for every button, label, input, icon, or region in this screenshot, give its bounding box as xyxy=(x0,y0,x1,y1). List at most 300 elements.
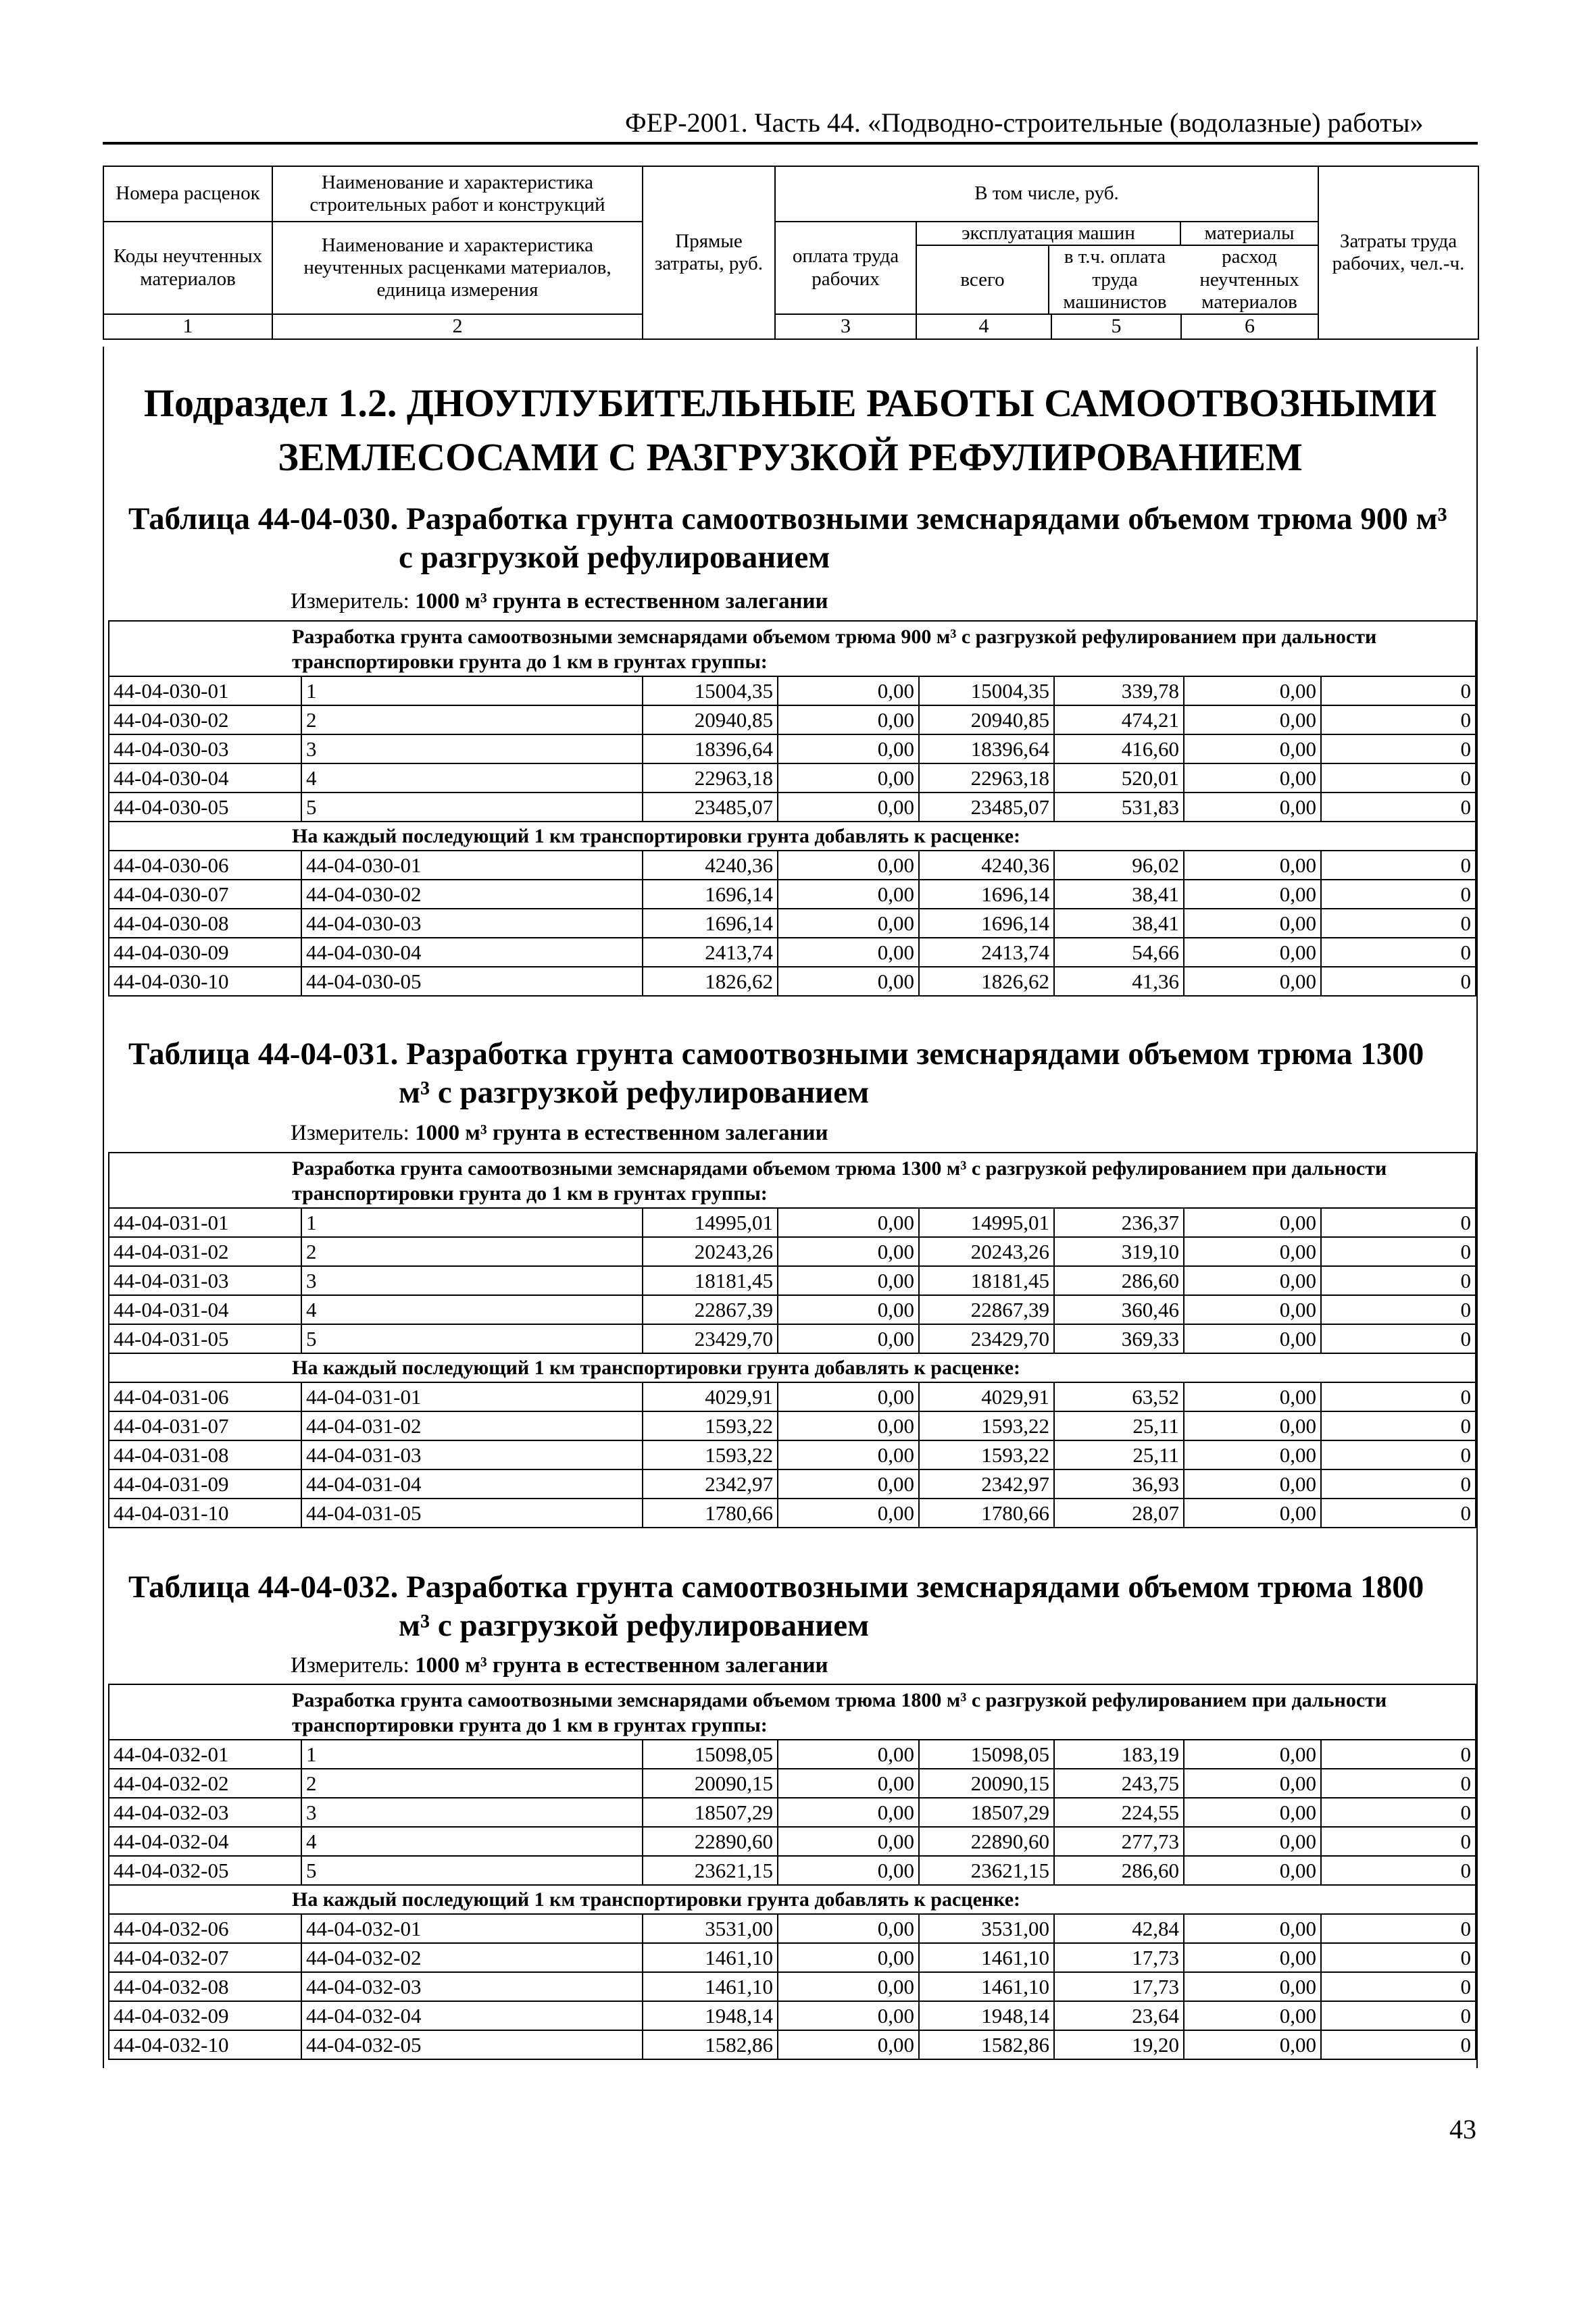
table-cell: 38,41 xyxy=(1054,880,1184,909)
table-title xyxy=(128,1035,1473,1112)
table-cell: 0,00 xyxy=(1184,1440,1321,1469)
table-cell: 474,21 xyxy=(1054,705,1184,734)
table-row xyxy=(109,880,1476,909)
table-row xyxy=(109,1266,1476,1295)
table-cell: 1696,14 xyxy=(919,880,1054,909)
band-row xyxy=(109,1353,1476,1382)
measure-label: Измеритель: xyxy=(291,589,409,613)
table-cell: 44-04-032-01 xyxy=(109,1740,301,1769)
table-cell: 44-04-030-05 xyxy=(109,793,301,822)
running-header: ФЕР-2001. Часть 44. «Подводно-строительные (водолазные) работы» xyxy=(625,107,1424,138)
col7-header: расход неучтенных материалов xyxy=(1199,246,1299,313)
table-cell: 0 xyxy=(1321,1827,1476,1856)
table-cell: 0,00 xyxy=(778,2001,919,2030)
table-cell: 0,00 xyxy=(1184,909,1321,938)
table-cell: 3 xyxy=(301,1798,643,1827)
table-cell: 44-04-030-01 xyxy=(109,676,301,705)
column-header-table xyxy=(103,166,1479,340)
table-row xyxy=(109,1295,1476,1324)
table-cell: 416,60 xyxy=(1054,734,1184,763)
table-cell: 0,00 xyxy=(778,1295,919,1324)
table-title xyxy=(128,500,1473,577)
table-cell: 0 xyxy=(1321,967,1476,996)
table-cell: 2413,74 xyxy=(919,938,1054,967)
table-cell: 2342,97 xyxy=(919,1469,1054,1499)
col1-top-header: Номера расценок xyxy=(103,166,272,222)
table-row xyxy=(109,1914,1476,1943)
table-cell: 0 xyxy=(1321,2001,1476,2030)
table-cell: 0,00 xyxy=(778,1798,919,1827)
table-row xyxy=(109,1740,1476,1769)
table-cell: 0,00 xyxy=(778,909,919,938)
col-number: 6 xyxy=(1181,314,1318,339)
col2-top-header: Наименование и характеристика строительных работ и конструкций xyxy=(272,166,643,222)
table-cell: 14995,01 xyxy=(643,1208,778,1237)
table-cell: 15098,05 xyxy=(643,1740,778,1769)
table-cell: 44-04-031-05 xyxy=(109,1324,301,1353)
table-cell: 0 xyxy=(1321,1856,1476,1885)
table-row xyxy=(109,909,1476,938)
table-cell: 0,00 xyxy=(778,1324,919,1353)
table-row xyxy=(109,967,1476,996)
table-cell: 0 xyxy=(1321,1943,1476,1972)
table-cell: 0,00 xyxy=(778,1208,919,1237)
table-cell: 0 xyxy=(1321,851,1476,880)
band-text: Разработка грунта самоотвозными земснарядами объемом трюма 1800 м³ с разгрузкой рефулированием при дальности транспортировки грунта до 1 км в грунтах группы: xyxy=(109,1684,1476,1740)
table-cell: 5 xyxy=(301,1324,643,1353)
table-cell: 0,00 xyxy=(1184,763,1321,793)
table-cell: 0,00 xyxy=(778,763,919,793)
table-cell: 0,00 xyxy=(1184,967,1321,996)
table-cell: 531,83 xyxy=(1054,793,1184,822)
table-cell: 23429,70 xyxy=(643,1324,778,1353)
table-cell: 0,00 xyxy=(778,1266,919,1295)
table-cell: 1826,62 xyxy=(643,967,778,996)
table-cell: 0,00 xyxy=(1184,880,1321,909)
table-cell: 1461,10 xyxy=(643,1972,778,2001)
table-cell: 44-04-030-08 xyxy=(109,909,301,938)
table-cell: 0 xyxy=(1321,1972,1476,2001)
table-cell: 23621,15 xyxy=(919,1856,1054,1885)
table-cell: 0 xyxy=(1321,1769,1476,1798)
table-cell: 20940,85 xyxy=(919,705,1054,734)
table-cell: 3 xyxy=(301,734,643,763)
table-cell: 1948,14 xyxy=(919,2001,1054,2030)
table-cell: 1780,66 xyxy=(643,1499,778,1528)
col-number: 4 xyxy=(916,314,1051,339)
table-cell: 20940,85 xyxy=(643,705,778,734)
table-title-line1: Таблица 44-04-030. Разработка грунта самоотвозными земснарядами объемом трюма 900 м³ xyxy=(128,501,1447,536)
table-cell: 25,11 xyxy=(1054,1440,1184,1469)
table-cell: 0 xyxy=(1321,1798,1476,1827)
table-cell: 1582,86 xyxy=(919,2030,1054,2059)
table-row xyxy=(109,1237,1476,1266)
table-cell: 15004,35 xyxy=(919,676,1054,705)
table-row xyxy=(109,1856,1476,1885)
band-row xyxy=(109,621,1476,676)
table-row xyxy=(109,763,1476,793)
table-cell: 38,41 xyxy=(1054,909,1184,938)
table-cell: 20243,26 xyxy=(643,1237,778,1266)
table-cell: 63,52 xyxy=(1054,1382,1184,1411)
table-cell: 42,84 xyxy=(1054,1914,1184,1943)
band-row xyxy=(109,1885,1476,1914)
table-cell: 18181,45 xyxy=(643,1266,778,1295)
table-cell: 0,00 xyxy=(1184,1856,1321,1885)
table-cell: 18396,64 xyxy=(643,734,778,763)
table-cell: 44-04-032-04 xyxy=(109,1827,301,1856)
table-row xyxy=(109,2030,1476,2059)
table-cell: 15098,05 xyxy=(919,1740,1054,1769)
table-cell: 44-04-032-06 xyxy=(109,1914,301,1943)
table-cell: 4029,91 xyxy=(919,1382,1054,1411)
table-cell: 0,00 xyxy=(1184,1740,1321,1769)
table-cell: 22963,18 xyxy=(643,763,778,793)
table-cell: 0,00 xyxy=(1184,1769,1321,1798)
materials-header: материалы xyxy=(1181,222,1318,245)
table-cell: 0 xyxy=(1321,1499,1476,1528)
table-cell: 243,75 xyxy=(1054,1769,1184,1798)
table-cell: 0,00 xyxy=(778,705,919,734)
header-rule xyxy=(103,142,1478,145)
table-cell: 0,00 xyxy=(1184,1827,1321,1856)
table-cell: 22890,60 xyxy=(919,1827,1054,1856)
including-header: В том числе, руб. xyxy=(775,166,1318,222)
table-row xyxy=(109,734,1476,763)
table-cell: 0,00 xyxy=(778,1827,919,1856)
band-row xyxy=(109,1153,1476,1208)
table-row xyxy=(109,676,1476,705)
table-cell: 1696,14 xyxy=(919,909,1054,938)
table-row xyxy=(109,1411,1476,1440)
table-cell: 0,00 xyxy=(1184,793,1321,822)
table-cell: 2342,97 xyxy=(643,1469,778,1499)
measure-line xyxy=(291,1121,828,1146)
table-title-line1: Таблица 44-04-032. Разработка грунта самоотвозными земснарядами объемом трюма 1800 xyxy=(128,1569,1424,1605)
table-cell: 0,00 xyxy=(778,1440,919,1469)
col5-header: всего xyxy=(917,245,1049,313)
table-cell: 5 xyxy=(301,793,643,822)
machines-header-group xyxy=(916,222,1181,314)
table-cell: 0,00 xyxy=(778,1914,919,1943)
table-cell: 44-04-030-01 xyxy=(301,851,643,880)
table-cell: 1780,66 xyxy=(919,1499,1054,1528)
table-cell: 20090,15 xyxy=(919,1769,1054,1798)
table-cell: 25,11 xyxy=(1054,1411,1184,1440)
band-text: На каждый последующий 1 км транспортировки грунта добавлять к расценке: xyxy=(109,822,1476,851)
table-cell: 0 xyxy=(1321,705,1476,734)
table-cell: 1461,10 xyxy=(919,1943,1054,1972)
table-cell: 0,00 xyxy=(778,793,919,822)
table-cell: 0 xyxy=(1321,734,1476,763)
measure-value: 1000 м³ грунта в естественном залегании xyxy=(415,1121,828,1145)
machines-header: эксплуатация машин xyxy=(917,222,1180,245)
table-cell: 17,73 xyxy=(1054,1972,1184,2001)
table-row xyxy=(109,1440,1476,1469)
table-cell: 0,00 xyxy=(778,1499,919,1528)
table-cell: 44-04-032-07 xyxy=(109,1943,301,1972)
table-cell: 20090,15 xyxy=(643,1769,778,1798)
table-row xyxy=(109,1499,1476,1528)
table-cell: 23429,70 xyxy=(919,1324,1054,1353)
table-cell: 0,00 xyxy=(778,1740,919,1769)
table-cell: 0 xyxy=(1321,793,1476,822)
measure-value: 1000 м³ грунта в естественном залегании xyxy=(415,1653,828,1678)
table-cell: 23485,07 xyxy=(643,793,778,822)
measure-line xyxy=(291,589,828,614)
table-cell: 0,00 xyxy=(778,676,919,705)
band-row xyxy=(109,1684,1476,1740)
col2-bottom-header: Наименование и характеристика неучтенных расценками материалов, единица измерения xyxy=(272,222,643,314)
table-cell: 0 xyxy=(1321,880,1476,909)
table-cell: 44-04-032-05 xyxy=(109,1856,301,1885)
table-cell: 0 xyxy=(1321,1208,1476,1237)
table-title-line2: с разгрузкой рефулированием xyxy=(399,540,830,575)
table-cell: 0,00 xyxy=(1184,851,1321,880)
table-cell: 1593,22 xyxy=(643,1440,778,1469)
col-number: 1 xyxy=(103,314,272,339)
table-cell: 5 xyxy=(301,1856,643,1885)
table-cell: 0,00 xyxy=(1184,1237,1321,1266)
table-cell: 0,00 xyxy=(778,1856,919,1885)
table-cell: 3531,00 xyxy=(919,1914,1054,1943)
page-number: 43 xyxy=(1449,2114,1476,2144)
table-cell: 0 xyxy=(1321,1914,1476,1943)
table-title xyxy=(128,1568,1473,1645)
table-cell: 0 xyxy=(1321,1740,1476,1769)
col-number: 2 xyxy=(272,314,643,339)
table-cell: 4240,36 xyxy=(919,851,1054,880)
table-row xyxy=(109,1324,1476,1353)
table-cell: 23621,15 xyxy=(643,1856,778,1885)
measure-label: Измеритель: xyxy=(291,1121,409,1145)
table-cell: 18507,29 xyxy=(643,1798,778,1827)
rates-table xyxy=(108,1152,1476,1528)
table-cell: 0 xyxy=(1321,1295,1476,1324)
table-cell: 44-04-032-03 xyxy=(109,1798,301,1827)
col3-header: Прямые затраты, руб. xyxy=(643,166,775,339)
table-cell: 41,36 xyxy=(1054,967,1184,996)
table-cell: 0,00 xyxy=(778,1469,919,1499)
materials-header-group xyxy=(1181,222,1318,314)
table-cell: 23,64 xyxy=(1054,2001,1184,2030)
table-cell: 44-04-030-02 xyxy=(301,880,643,909)
table-cell: 1 xyxy=(301,1208,643,1237)
table-cell: 1826,62 xyxy=(919,967,1054,996)
table-cell: 0 xyxy=(1321,2030,1476,2059)
col8-header: Затраты труда рабочих, чел.-ч. xyxy=(1318,166,1478,339)
table-cell: 183,19 xyxy=(1054,1740,1184,1769)
col1-bottom-header: Коды неучтенных материалов xyxy=(103,222,272,314)
table-cell: 0 xyxy=(1321,909,1476,938)
table-cell: 44-04-030-03 xyxy=(301,909,643,938)
table-cell: 360,46 xyxy=(1054,1295,1184,1324)
table-cell: 44-04-030-06 xyxy=(109,851,301,880)
col4-header: оплата труда рабочих xyxy=(775,222,916,314)
table-cell: 0,00 xyxy=(1184,1295,1321,1324)
table-cell: 17,73 xyxy=(1054,1943,1184,1972)
subsection-title xyxy=(103,376,1478,484)
measure-label: Измеритель: xyxy=(291,1653,409,1678)
table-cell: 44-04-032-10 xyxy=(109,2030,301,2059)
table-cell: 0,00 xyxy=(1184,1208,1321,1237)
table-cell: 520,01 xyxy=(1054,763,1184,793)
table-cell: 15004,35 xyxy=(643,676,778,705)
table-cell: 0,00 xyxy=(1184,1972,1321,2001)
table-cell: 44-04-032-01 xyxy=(301,1914,643,1943)
subsection-title-line: Подраздел 1.2. ДНОУГЛУБИТЕЛЬНЫЕ РАБОТЫ САМООТВОЗНЫМИ xyxy=(143,381,1437,425)
table-cell: 0,00 xyxy=(1184,1499,1321,1528)
table-title-line2: м³ с разгрузкой рефулированием xyxy=(399,1608,870,1643)
table-cell: 0,00 xyxy=(1184,1798,1321,1827)
table-cell: 44-04-032-05 xyxy=(301,2030,643,2059)
table-cell: 4 xyxy=(301,1295,643,1324)
table-cell: 18396,64 xyxy=(919,734,1054,763)
table-cell: 0,00 xyxy=(1184,938,1321,967)
table-cell: 0,00 xyxy=(778,880,919,909)
table-cell: 3531,00 xyxy=(643,1914,778,1943)
table-cell: 1582,86 xyxy=(643,2030,778,2059)
table-cell: 3 xyxy=(301,1266,643,1295)
table-cell: 0,00 xyxy=(1184,2030,1321,2059)
table-cell: 0,00 xyxy=(778,1411,919,1440)
band-text: На каждый последующий 1 км транспортировки грунта добавлять к расценке: xyxy=(109,1353,1476,1382)
table-cell: 22890,60 xyxy=(643,1827,778,1856)
table-cell: 2 xyxy=(301,1769,643,1798)
table-row xyxy=(109,1972,1476,2001)
table-cell: 1696,14 xyxy=(643,880,778,909)
table-row xyxy=(109,851,1476,880)
table-cell: 44-04-031-07 xyxy=(109,1411,301,1440)
table-cell: 1696,14 xyxy=(643,909,778,938)
table-cell: 0,00 xyxy=(1184,705,1321,734)
table-cell: 0,00 xyxy=(778,1769,919,1798)
table-row xyxy=(109,1469,1476,1499)
table-cell: 44-04-031-03 xyxy=(301,1440,643,1469)
table-cell: 0 xyxy=(1321,1411,1476,1440)
rates-table xyxy=(108,620,1476,997)
table-cell: 44-04-032-04 xyxy=(301,2001,643,2030)
table-cell: 0 xyxy=(1321,1440,1476,1469)
table-cell: 22867,39 xyxy=(643,1295,778,1324)
col-number: 3 xyxy=(775,314,916,339)
table-row xyxy=(109,793,1476,822)
table-cell: 44-04-030-07 xyxy=(109,880,301,909)
table-cell: 0 xyxy=(1321,1266,1476,1295)
table-cell: 0,00 xyxy=(1184,1266,1321,1295)
table-cell: 22867,39 xyxy=(919,1295,1054,1324)
table-cell: 44-04-032-03 xyxy=(301,1972,643,2001)
table-cell: 44-04-031-04 xyxy=(109,1295,301,1324)
table-cell: 0 xyxy=(1321,1324,1476,1353)
table-cell: 1593,22 xyxy=(919,1411,1054,1440)
table-cell: 54,66 xyxy=(1054,938,1184,967)
table-title-line2: м³ с разгрузкой рефулированием xyxy=(399,1075,870,1110)
table-cell: 28,07 xyxy=(1054,1499,1184,1528)
table-row xyxy=(109,1827,1476,1856)
table-cell: 44-04-030-03 xyxy=(109,734,301,763)
table-cell: 1 xyxy=(301,1740,643,1769)
table-cell: 236,37 xyxy=(1054,1208,1184,1237)
table-row xyxy=(109,705,1476,734)
table-cell: 0 xyxy=(1321,938,1476,967)
table-cell: 44-04-031-09 xyxy=(109,1469,301,1499)
col6-header: в т.ч. оплата труда машинистов xyxy=(1049,245,1180,313)
table-cell: 286,60 xyxy=(1054,1266,1184,1295)
table-cell: 4029,91 xyxy=(643,1382,778,1411)
table-cell: 44-04-031-02 xyxy=(109,1237,301,1266)
table-cell: 44-04-032-02 xyxy=(109,1769,301,1798)
table-row xyxy=(109,2001,1476,2030)
table-cell: 1 xyxy=(301,676,643,705)
col-number: 5 xyxy=(1051,314,1181,339)
table-row xyxy=(109,1943,1476,1972)
table-row xyxy=(109,1382,1476,1411)
table-cell: 369,33 xyxy=(1054,1324,1184,1353)
table-cell: 22963,18 xyxy=(919,763,1054,793)
subsection-title-line: ЗЕМЛЕСОСАМИ С РАЗГРУЗКОЙ РЕФУЛИРОВАНИЕМ xyxy=(278,435,1303,479)
table-cell: 18181,45 xyxy=(919,1266,1054,1295)
table-cell: 44-04-031-06 xyxy=(109,1382,301,1411)
table-cell: 0,00 xyxy=(778,1237,919,1266)
table-cell: 20243,26 xyxy=(919,1237,1054,1266)
table-cell: 2 xyxy=(301,1237,643,1266)
band-text: Разработка грунта самоотвозными земснарядами объемом трюма 1300 м³ с разгрузкой рефулированием при дальности транспортировки грунта до 1 км в грунтах группы: xyxy=(109,1153,1476,1208)
table-cell: 44-04-031-08 xyxy=(109,1440,301,1469)
table-cell: 44-04-031-04 xyxy=(301,1469,643,1499)
table-cell: 44-04-031-10 xyxy=(109,1499,301,1528)
table-cell: 44-04-030-09 xyxy=(109,938,301,967)
table-cell: 0,00 xyxy=(778,1972,919,2001)
table-cell: 224,55 xyxy=(1054,1798,1184,1827)
table-cell: 44-04-031-03 xyxy=(109,1266,301,1295)
band-row xyxy=(109,822,1476,851)
table-cell: 14995,01 xyxy=(919,1208,1054,1237)
table-cell: 19,20 xyxy=(1054,2030,1184,2059)
table-cell: 0,00 xyxy=(778,1943,919,1972)
band-text: Разработка грунта самоотвозными земснарядами объемом трюма 900 м³ с разгрузкой рефулированием при дальности транспортировки грунта до 1 км в грунтах группы: xyxy=(109,621,1476,676)
table-cell: 44-04-032-02 xyxy=(301,1943,643,1972)
table-cell: 0 xyxy=(1321,1469,1476,1499)
table-cell: 1461,10 xyxy=(919,1972,1054,2001)
table-cell: 44-04-030-10 xyxy=(109,967,301,996)
table-cell: 44-04-030-04 xyxy=(109,763,301,793)
table-cell: 44-04-031-05 xyxy=(301,1499,643,1528)
measure-value: 1000 м³ грунта в естественном залегании xyxy=(415,589,828,613)
table-cell: 1593,22 xyxy=(643,1411,778,1440)
table-cell: 0,00 xyxy=(1184,734,1321,763)
table-cell: 286,60 xyxy=(1054,1856,1184,1885)
table-row xyxy=(109,938,1476,967)
table-cell: 44-04-030-04 xyxy=(301,938,643,967)
table-cell: 44-04-032-08 xyxy=(109,1972,301,2001)
table-cell: 0 xyxy=(1321,1237,1476,1266)
table-cell: 36,93 xyxy=(1054,1469,1184,1499)
table-cell: 0,00 xyxy=(1184,1382,1321,1411)
table-cell: 44-04-031-02 xyxy=(301,1411,643,1440)
table-cell: 1948,14 xyxy=(643,2001,778,2030)
table-cell: 339,78 xyxy=(1054,676,1184,705)
table-row xyxy=(109,1798,1476,1827)
table-cell: 0,00 xyxy=(1184,676,1321,705)
table-cell: 0,00 xyxy=(778,1382,919,1411)
band-text: На каждый последующий 1 км транспортировки грунта добавлять к расценке: xyxy=(109,1885,1476,1914)
table-cell: 2413,74 xyxy=(643,938,778,967)
measure-line xyxy=(291,1653,828,1678)
table-cell: 96,02 xyxy=(1054,851,1184,880)
table-row xyxy=(109,1769,1476,1798)
table-cell: 4 xyxy=(301,1827,643,1856)
